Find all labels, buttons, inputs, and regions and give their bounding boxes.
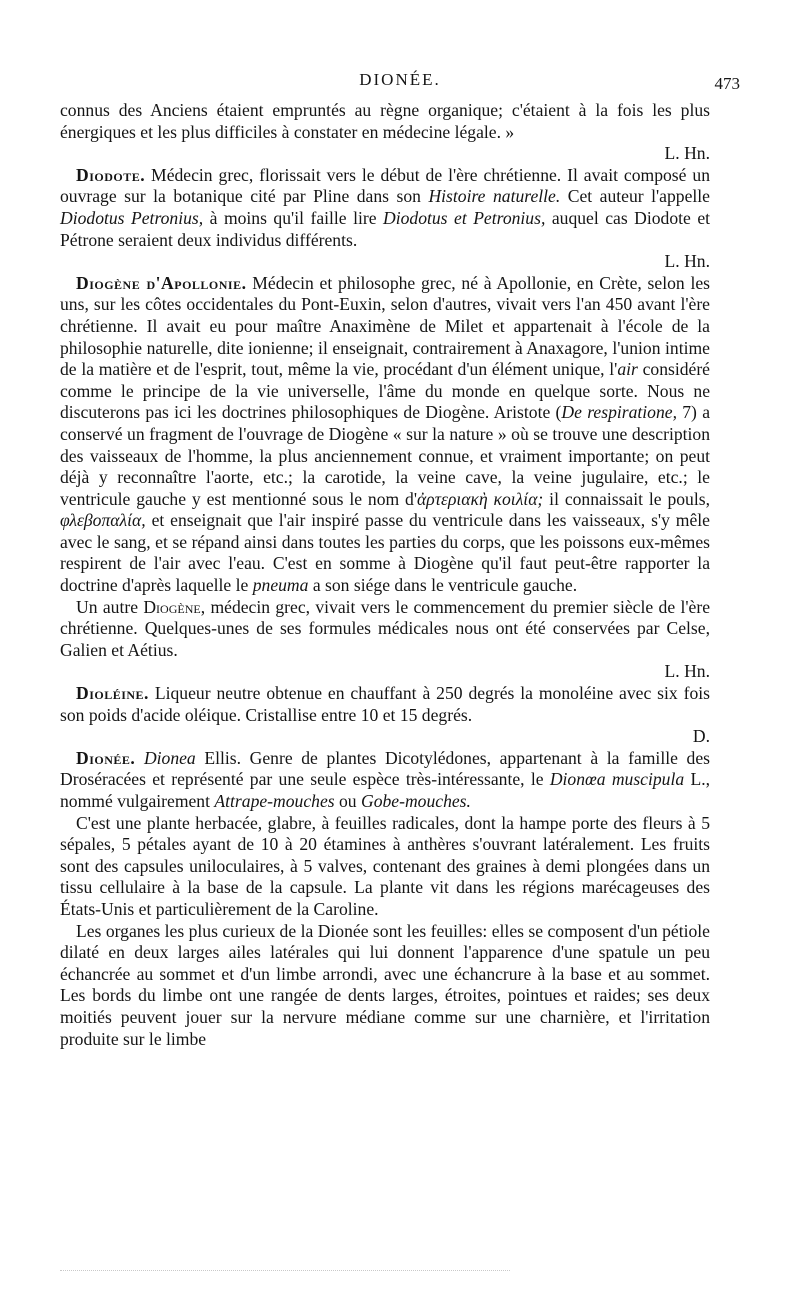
author-signature: L. Hn. [664,661,710,682]
running-head [60,70,740,98]
entry-text: a son siége dans le ventricule gauche. [308,575,578,596]
entry-text: Cet auteur l'appelle [560,186,710,207]
page-body [60,100,710,1050]
paragraph-text: connus des Anciens étaient empruntés au règne organique; c'étaient à la fois les plus énergiques et les plus difficiles à constater en médecine légale. » [60,100,710,142]
entry-text: auquel cas Diodote et Pétrone seraient deux individus différents. [60,207,711,250]
author-signature: L. Hn. [664,251,710,272]
entry-headword: Diodote. [76,164,146,185]
entry-text: Médecin et philosophe grec, né à Apollonie, en Crète, selon les uns, sur les côtes occidentales du Pont-Euxin, selon d'autres, vivait vers l'an 450 avant l'ère chrétienne. Il avait eu pour maître Anaximène de Milet et appartenait à l'école de la philosophie naturelle, dite ionienne; il enseignait, contrairement à Anaxagore, l'union intime de la matière et de l'esprit, tout, même la vie, procédant d'un élément unique, l' [60,272,710,380]
entry-headword: Diogène d'Apollonie. [76,272,247,293]
italic-text: Diodotus Petronius, [60,207,204,228]
small-caps-text: Diogène, [143,596,206,617]
entry-text: Liqueur neutre obtenue en chauffant à 250 degrés la monoléine avec six fois son poids d'acide oléique. Cristallise entre 10 et 15 degrés. [60,683,710,725]
italic-text: pneuma [252,575,309,596]
entry-headword: Dioléine. [76,683,149,704]
entry-text: ou [334,791,361,811]
continued-paragraph [60,100,710,143]
entry-paragraph: Les organes les plus curieux de la Dionée sont les feuilles: elles se composent d'un pétiole dilaté en deux larges ailes latérales qui lui donnent l'apparence d'une spatule un peu échancrée au sommet et d'un limbe arrondi, avec une échancrure à la base et au sommet. Les bords du limbe ont une rangée de dents larges, étroites, pointues et raides; ses deux moitiés peuvent jouer sur la nervure médiane comme sur une charnière, et l'irritation produite sur le limbe [60,920,710,1049]
entry-text: à moins qu'il faille lire [203,207,384,228]
italic-text: Histoire naturelle. [428,186,561,207]
running-title: DIONÉE. [359,70,441,89]
page-number: 473 [714,74,740,93]
italic-text: De respiratione, [561,402,677,423]
author-signature: L. Hn. [664,143,710,164]
greek-text: φλεβοπαλία, [60,510,146,531]
entry-text: médecin grec, vivait vers le commencement du premier siècle de l'ère chrétienne. Quelques-unes de ses formules médicales nous ont été conservées par Celse, Galien et Aétius. [60,596,711,660]
entry-text: il connaissait le pouls, [543,488,710,509]
entry-text: Ellis. Genre de plantes Dicotylédones, appartenant à la famille des Droséracées et représenté par une seule espèce très-intéressante, le [60,747,710,790]
entry-paragraph: C'est une plante herbacée, glabre, à feuilles radicales, dont la hampe porte des fleurs à 5 sépales, 5 pétales ayant de 10 à 20 étamines à anthères s'ouvrant latéralement. Les fruits sont des capsules uniloculaires, à 5 valves, contenant des graines à demi plongées dans un tissu cellulaire à la base de la capsule. La plante vit dans les régions marécageuses des États-Unis et particulièrement de la Caroline. [60,812,710,919]
entry-text: 7) a conservé un fragment de l'ouvrage de Diogène « sur la nature » où se trouve une description des vaisseaux de l'homme, la plus anciennement connue, et vraiment importante; on peut déjà y reconnaître l'aorte, etc.; la carotide, la veine cave, la veine jugulaire, etc.; le ventricule gauche y est mentionné sous le nom d' [60,402,711,509]
entry-dioleine [60,683,710,726]
italic-text: air [617,359,638,380]
entry-text: L., nommé vulgairement [60,769,711,811]
entry-diodote [60,165,710,251]
entry-text: Médecin grec, florissait vers le début de l'ère chrétienne. Il avait composé un ouvrage sur la botanique cité par Pline dans son [60,164,710,207]
italic-text: Dionea [143,747,196,768]
entry-dionee [60,748,710,813]
entry-headword: Dionée. [76,747,136,768]
italic-text: Gobe-mouches. [361,791,471,811]
italic-text: Attrape-mouches [214,791,335,811]
italic-text: Diodotus et Petronius, [383,207,546,228]
entry-text: et enseignait que l'air inspiré passe du ventricule dans les vaisseaux, s'y mêle avec le sang, et se répand ainsi dans toutes les parties du corps, que les poissons eux-mêmes respirent de l'air avec l'eau. C'est en somme à Diogène qu'il faut peut-être rapporter la doctrine d'après laquelle le [60,510,710,596]
entry-text: considéré comme le principe de la vie universelle, l'âme du monde en quelque sorte. Nous ne discuterons pas ici les doctrines philosophiques de Diogène. Aristote ( [60,359,710,423]
greek-text: ἀρτεριακὴ κοιλία; [417,488,544,509]
page-bottom-rule [60,1270,510,1273]
italic-text: Dionœa muscipula [549,769,685,790]
author-signature: D. [692,726,710,747]
entry-paragraph [60,597,710,662]
entry-diogene [60,273,710,597]
entry-text: Un autre [76,596,144,617]
